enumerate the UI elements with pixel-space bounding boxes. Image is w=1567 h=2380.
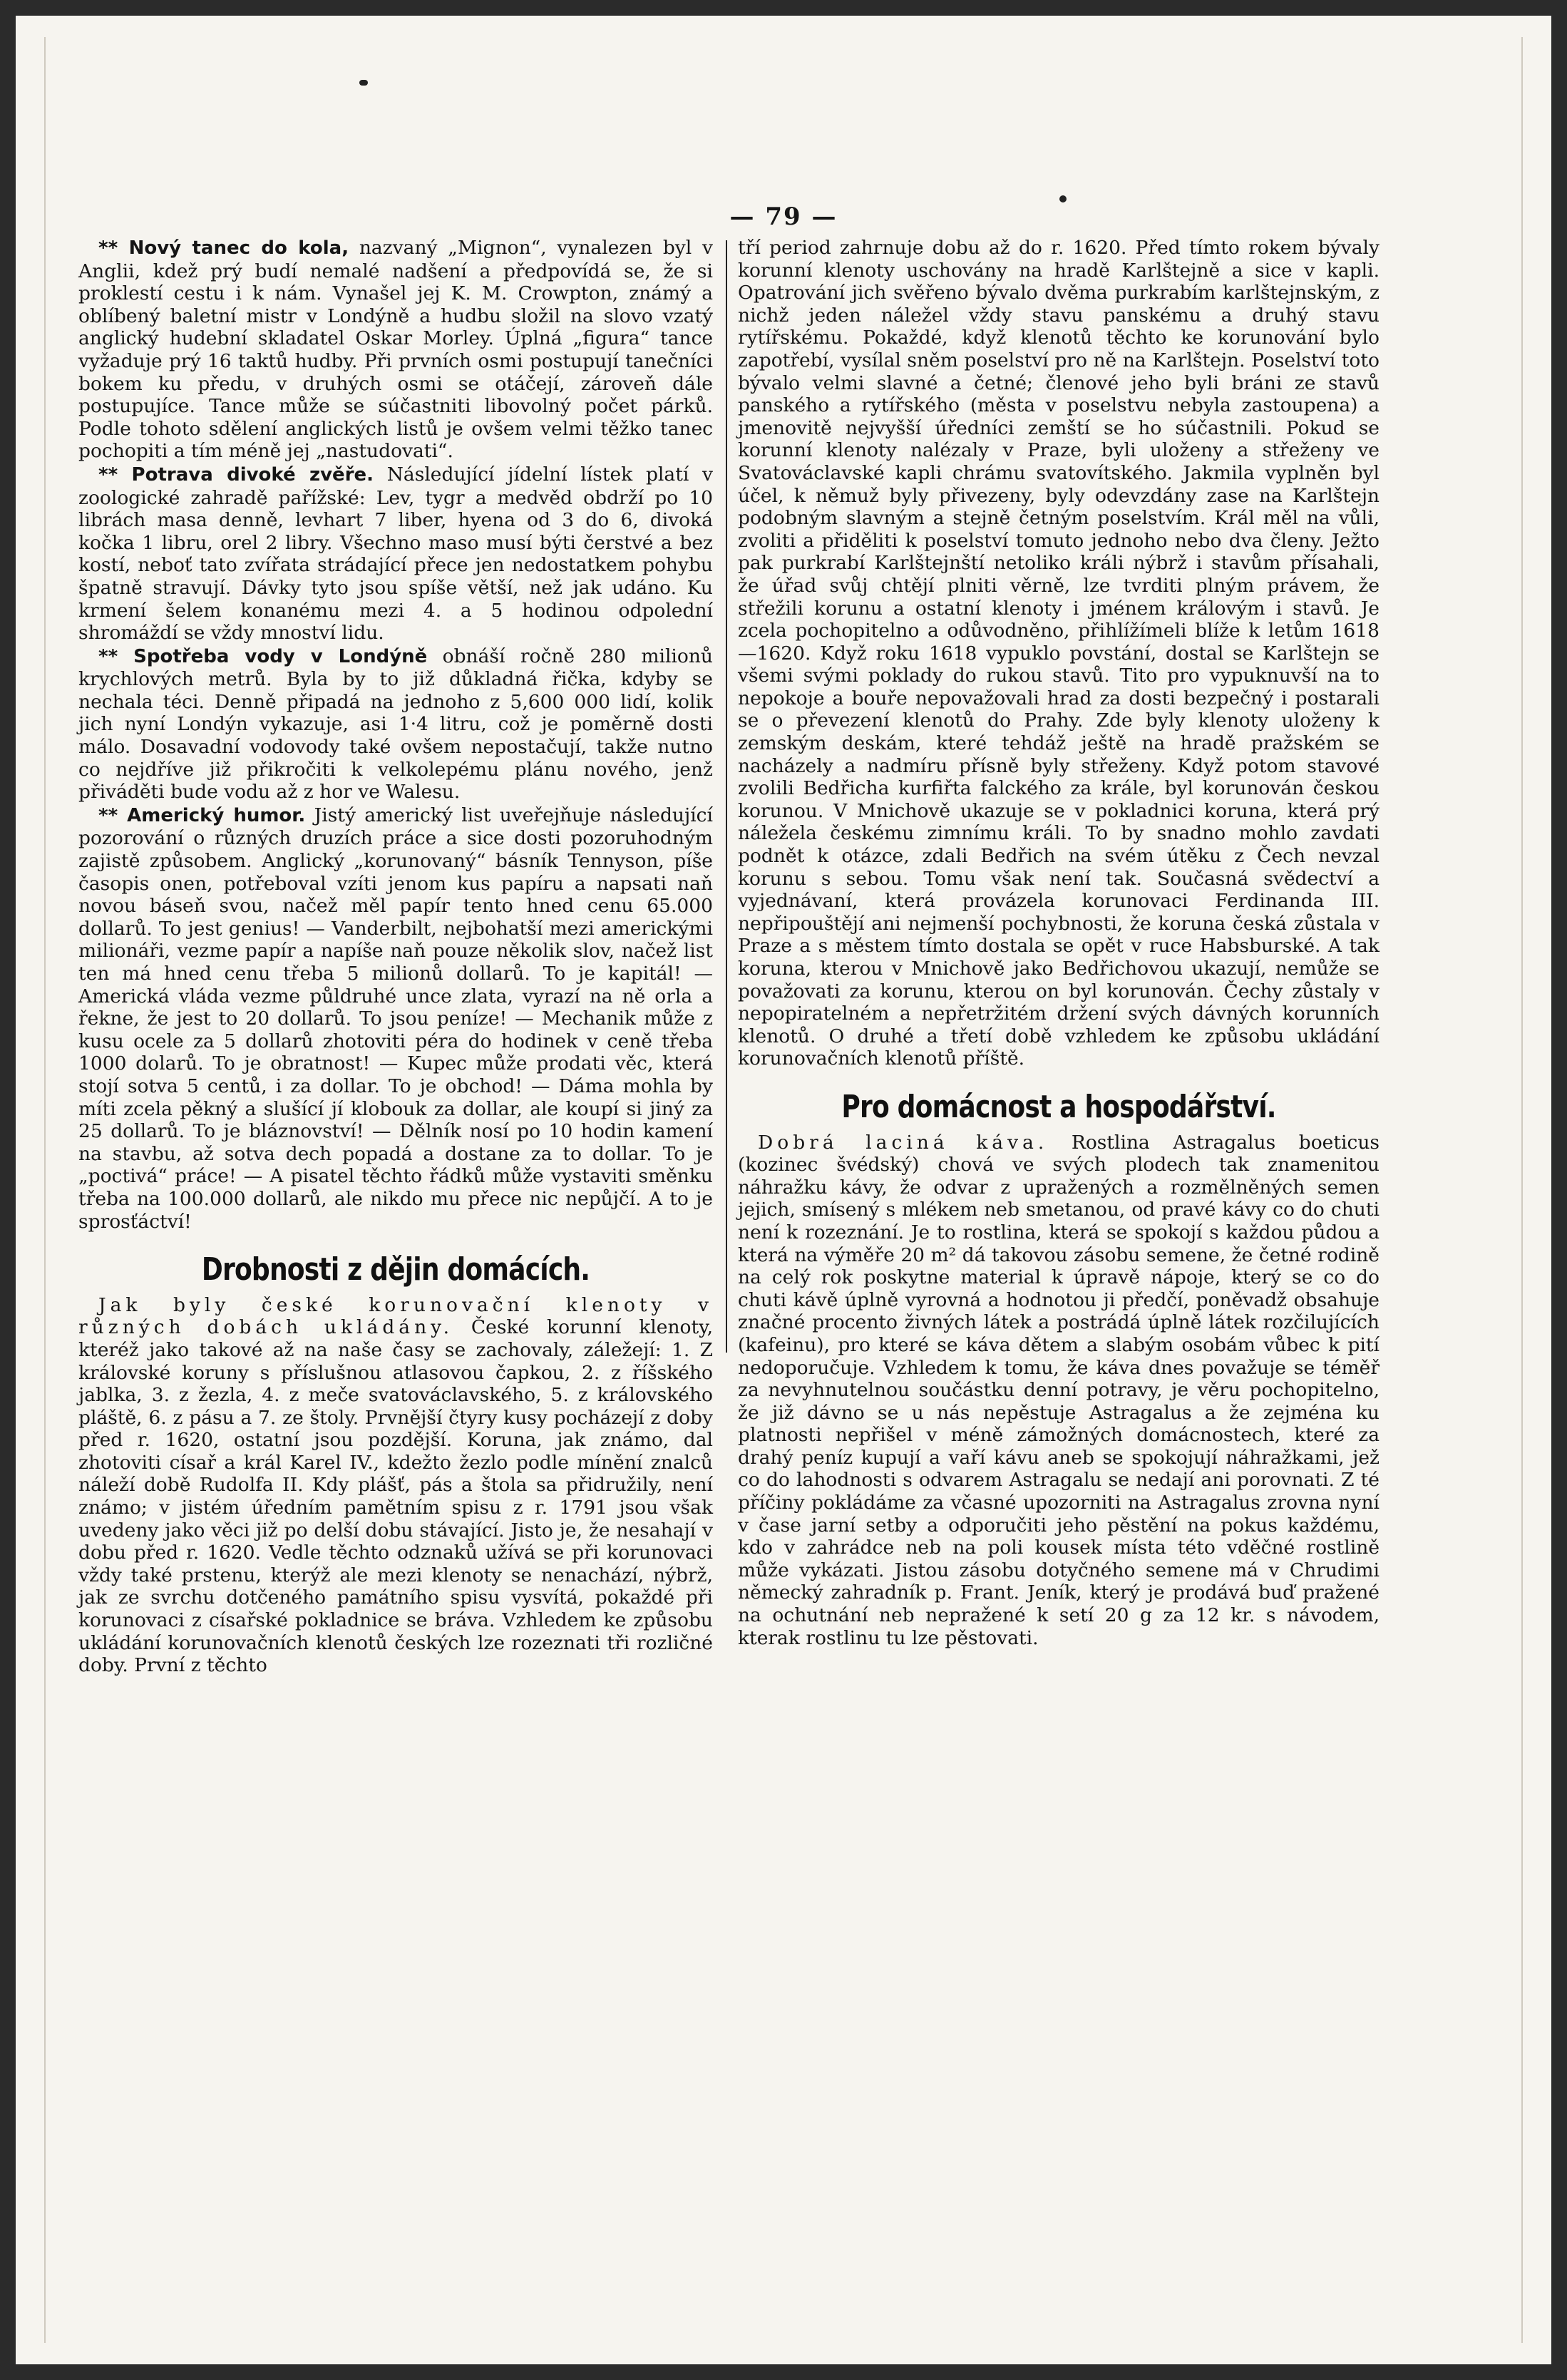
- article-title: ** Americký humor.: [98, 804, 306, 826]
- article-body: České korunní klenoty, kteréž jako takové až na naše časy se zachovaly, záležejí: 1. Z královské koruny s příslušnou atlasovou čapkou, 2. z říšského jablka, 3. z žezla, 4. z meče svatováclavského, 5. z královského pláště, 6. z pásu a 7. ze štoly. Prvnější čtyry kusy pocházejí z doby před r. 1620, ostatní jsou pozdější. Koruna, jak známo, dal zhotoviti císař a král Karel IV., kdežto žezlo podle mínění znalců náleží době Rudolfa II. Kdy plášť, pás a štola sa přidružily, není známo; v jistém úředním pamětním spisu z r. 1791 jsou však uvedeny jako věci již po delší dobu stávající. Jisto je, že nesahají v dobu před r. 1620. Vedle těchto odznaků užívá se při korunovaci vždy také prstenu, kterýž ale mezi klenoty se nenachází, nýbrž, jak ze svrchu dotčeného památního spisu vysvítá, pokaždé při korunovaci z císařské pokladnice se bráva. Vzhledem ke způsobu ukládání korunovačních klenotů českých lze rozeznati tři rozličné doby. První z těchto: [78, 1316, 714, 1677]
- article-american-humor: [78, 804, 713, 1233]
- article-body: Rostlina Astragalus boeticus (kozinec švédský) chová ve svých plodech tak znamenitou náhražku kávy, že odvar z upražených a rozmělněných semen jejich, smísený s mlékem neb smetanou, od pravé kávy co do chuti není k rozeznání. Je to rostlina, která se spokojí s každou půdou a která na výměře 20 m² dá takovou zásobu semene, že četné rodině na celý rok poskytne material k úpravě nápoje, který se co do chuti kávě úplně vyrovná a hodnotou ji předčí, poněvadž obsahuje značné procento živných látek a postrádá úplně látek rozčilujících (kafeinu), pro které se káva dětem a slabým osobám vůbec k pití nedoporučuje. Vzhledem k tomu, že káva dnes považuje se téměř za nevyhnutelnou součástku denní potravy, je věru pochopitelno, že již dávno se u nás nepěstuje Astragalus a že zejména ku platnosti nepřišel v méně zámožných domácnostech, které za drahý peníz kupují a vaří kávu aneb se spokojují náhražkami, jež co do lahodnosti s odvarem Astragalu se nedají ani porovnati. Z té příčiny pokládáme za včasné upozorniti na Astragalus zrovna nyní v čase jarní setby a odporučiti jeho pěstění na pokus každému, kdo v zahrádce neb na poli kousek místa této vděčné rostlině může vykázati. Jistou zásobu dotyčného semene má v Chrudimi německý zahradník p. Frant. Jeník, který je prodává buď pražené na ochutnání neb nepražené k setí 20 g za 12 kr. s návodem, kterak rostlinu tu lze pěstovati.: [738, 1131, 1380, 1649]
- section-heading: Drobnosti z dějin domácích.: [201, 1251, 590, 1288]
- article-crown-jewels-continued: tří period zahrnuje dobu až do r. 1620. Před tímto rokem bývaly korunní klenoty uschovány na hradě Karlštejně a sice v kapli. Opatrování jich svěřeno bývalo dvěma purkrabím karlštejnským, z nichž jeden náležel vždy stavu panskému a druhý stavu rytířskému. Pokaždé, když klenotů těchto ke korunování bylo zapotřebí, vysílal sněm poselství pro ně na Karlštejn. Poselství toto bývalo velmi slavné a četné; členové jeho byli bráni ze stavů panského a rytířského (města v poselstvu nebyla zastoupena) a jmenovitě nejvyšší úředníci zemští se ho súčastnili. Pokud se korunní klenoty nalézaly v Praze, byli uloženy a střeženy ve Svatováclavské kapli chrámu svatovítského. Jakmila vyplněn byl účel, k němuž byly přivezeny, byly odevzdány zase na Karlštejn podobným slavným a stejně četným poselstvím. Král měl na vůli, zvoliti a přiděliti k poselství tomuto jednoho nebo dva členy. Ježto pak purkrabí Karlštejnští netoliko králi nýbrž i stavům přísahali, že úřad svůj chtějí plniti věrně, lze tvrditi plným právem, že střežili korunu a ostatní klenoty i jménem královým i stavů. Je zcela pochopitelno a odůvodněno, přihlížímeli blíže k letům 1618—1620. Když roku 1618 vypuklo povstání, dostal se Karlštejn se všemi svými poklady do rukou stavů. Tito pro vypuknuvší na to nepokoje a bouře nepovažovali hrad za dosti bezpečný i postarali se o převezení klenotů do Prahy. Zde byly klenoty uloženy k zemským deskám, které tehdáž ještě na hradě pražském se nacházely a nadmíru přísně byly střeženy. Když potom stavové zvolili Bedřicha kurfiřta falckého za krále, byl korunován českou korunou. V Mnichově ukazuje se v pokladnici koruna, která prý náležela českému zimnímu králi. To by snadno mohlo zavdati podnět k otázce, zdali Bedřich na svém útěku z Čech nevzal korunu s sebou. Tomu však není tak. Současná svědectví a vyjednávaní, která provázela korunovaci Ferdinanda III. nepřipouštějí ani nejmenší pochybnosti, že koruna česká zůstala v Praze a s městem tímto dostala se opět v ruce Habsburské. A tak koruna, kterou v Mnichově jako Bedřichovou ukazují, nemůže se považovati za korunu, kterou on byl korunován. Čechy zůstaly v nepopiratelném a nepřetržitém držení svých dávných korunních klenotů. O druhé a třetí době vzhledem ke způsobu ukládání korunovačních klenotů příště.: [738, 237, 1380, 1070]
- article-body: nazvaný „Mignon“, vynalezen byl v Anglii, kdež prý budí nemalé nadšení a předpovídá se, že si proklestí cestu i k nám. Vynašel jej K. M. Crowpton, známý a oblíbený baletní mistr v Londýně a hudbu složil na slovo vzatý anglický hudební skladatel Oskar Morley. Úplná „figura“ tance vyžaduje prý 16 taktů hudby. Při prvních osmi postupují tanečníci bokem ku předu, v druhých osmi se otáčejí, zároveň dále postupujíce. Tance může se súčastniti libovolný počet párků. Podle tohoto sdělení anglických listů je ovšem velmi těžko tanec pochopiti a tím méně jej „nastudovati“.: [78, 237, 713, 463]
- article-cheap-coffee: [738, 1132, 1380, 1650]
- section-heading: Pro domácnost a hospodářství.: [841, 1088, 1276, 1125]
- newspaper-page: [16, 16, 1551, 2364]
- article-london-water: [78, 645, 713, 804]
- article-new-dance: [78, 237, 713, 463]
- right-column: [738, 237, 1380, 1650]
- page-number: — 79 —: [729, 202, 838, 231]
- article-crown-jewels: [78, 1294, 713, 1677]
- article-body: Jistý americký list uveřejňuje následující pozorování o různých druzích práce a sice dosti pozoruhodným zajistě způsobem. Anglický „korunovaný“ básník Tennyson, píše časopis onen, potřeboval vzíti jenom kus papíru a napsati naň novou báseň svou, načež měl papír tento hned cenu 65.000 dollarů. To jest genius! — Vanderbilt, nejbohatší mezi americkými milionáři, vezme papír a napíše naň pouze několik slov, načež list ten má hned cenu třeba 5 milionů dollarů. To je kapitál! — Americká vláda vezme půldruhé unce zlata, vyrazí na ně orla a řekne, že jest to 20 dollarů. To jsou peníze! — Mechanik může z kusu ocele za 5 dollarů zhotoviti péra do hodinek v ceně třeba 1000 dolarů. To je obratnost! — Kupec může prodati věc, která stojí sotva 5 centů, i za dollar. To je obchod! — Dáma mohla by míti zcela pěkný a slušící jí klobouk za dollar, ale koupí si jiný za 25 dollarů. To je bláznovství! — Dělník nosí po 10 hodin kamení na stavbu, až sotva dech popadá a dostane za to dollar. To je „poctivá“ práce! — A pisatel těchto řádků může vystaviti směnku třeba na 100.000 dollarů, ale nikdo mu přece nic nepůjčí. A to je sprosťáctví!: [78, 804, 714, 1233]
- article-title: Dobrá laciná káva.: [758, 1131, 1049, 1154]
- article-animal-food: [78, 463, 713, 645]
- ink-spot: [359, 80, 368, 86]
- article-body: Následující jídelní lístek platí v zoologické zahradě pařížské: Lev, tygr a medvěd obdrží po 10 librách masa denně, levhart 7 liber, hyena od 3 do 6, divoká kočka 1 libru, orel 2 libry. Všechno maso musí býti čerstvé a bez kostí, neboť tato zvířata strádající přece jen nedostatkem pohybu špatně stravují. Dávky tyto jsou spíše větší, než jak udáno. Ku krmení šelem konanému mezi 4. a 5 hodinou odpolední shromáždí se vždy mnoství lidu.: [78, 463, 713, 645]
- article-title: ** Spotřeba vody v Londýně: [98, 645, 428, 667]
- article-title: ** Nový tanec do kola,: [98, 237, 349, 259]
- ink-spot: [1059, 195, 1067, 202]
- column-divider: [726, 240, 727, 1353]
- left-column: [78, 237, 713, 1678]
- article-body: obnáší ročně 280 milionů krychlových metrů. Byla by to již důkladná řička, kdyby se nechala téci. Denně připadá na jednoho z 5,600 000 lidí, kolik jich nyní Londýn vykazuje, asi 1·4 litru, což je poměrně dosti málo. Dosavadní vodovody také ovšem nepostačují, takže nutno co nejdříve již přikročiti k velkolepému plánu nového, jenž přiváděti bude vodu až z hor ve Walesu.: [78, 645, 713, 804]
- article-title: ** Potrava divoké zvěře.: [98, 463, 374, 486]
- article-title: Jak byly české korunovační klenoty v různých dobách ukládány.: [78, 1293, 713, 1339]
